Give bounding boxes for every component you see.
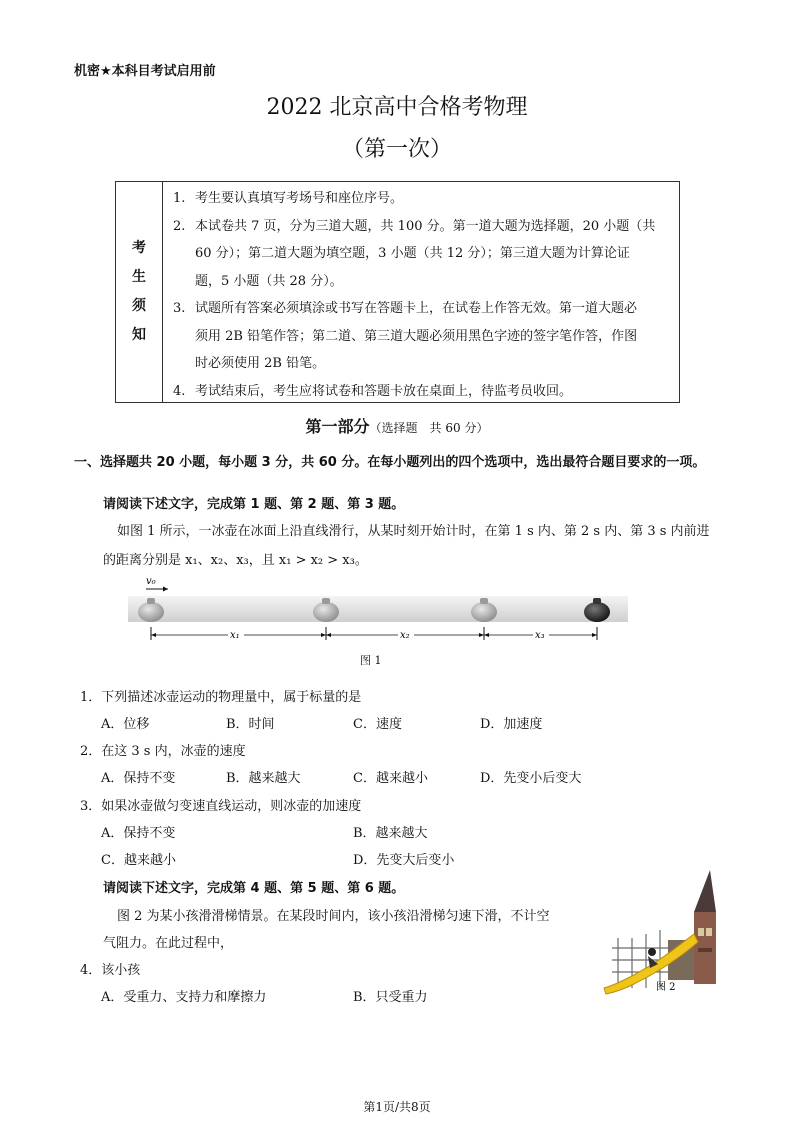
x2-span — [326, 628, 484, 641]
q4-option-a[interactable]: A．受重力、支持力和摩擦力 — [101, 990, 267, 1005]
notice-item-number: 3. — [173, 301, 186, 316]
notice-item-line: 题，5 小题（共 28 分）。 — [195, 273, 343, 289]
q1-option-b[interactable]: B．时间 — [226, 717, 275, 732]
q2-option-b[interactable]: B．越来越大 — [226, 771, 301, 786]
q1-option-c[interactable]: C．速度 — [353, 717, 402, 732]
notice-item-line: 60 分）；第二道大题为填空题，3 小题（共 12 分）；第三道大题为计算论证 — [195, 246, 630, 261]
figure-2-caption: 图 2 — [656, 982, 676, 993]
notice-item-line: 考生要认真填写考场号和座位序号。 — [195, 191, 404, 206]
velocity-arrowhead — [163, 587, 168, 592]
figure-1-caption: 图 1 — [360, 654, 382, 667]
passage-1-line-1: 如图 1 所示，一冰壶在冰面上沿直线滑行，从某时刻开始计时，在第 1 s 内、第 2 s 内、第 3 s 内前进 — [117, 524, 710, 539]
page-number: 第1页/共8页 — [363, 1100, 431, 1114]
notice-label-char: 生 — [132, 269, 146, 285]
notice-item — [173, 295, 673, 378]
notice-item — [173, 213, 673, 296]
notice-item-line: 本试卷共 7 页，分为三道大题，共 100 分。第一道大题为选择题，20 小题（共 — [195, 218, 656, 234]
figure-2-slide-illustration — [598, 868, 718, 996]
reading-prompt-1: 请阅读下述文字，完成第 1 题、第 2 题、第 3 题。 — [103, 497, 405, 512]
initial-velocity-label: v₀ — [146, 576, 156, 587]
confidential-mark: 机密★本科目考试启用前 — [74, 64, 216, 79]
child-icon — [648, 948, 656, 956]
notice-item-number: 2. — [173, 218, 186, 234]
notice-label-char: 考 — [132, 240, 146, 256]
x2-label: x₂ — [400, 630, 410, 641]
q3-option-d[interactable]: D．先变大后变小 — [353, 853, 455, 868]
q4-option-b[interactable]: B．只受重力 — [353, 990, 428, 1005]
x1-span — [151, 628, 326, 641]
x3-span — [484, 628, 597, 641]
x1-label: x₁ — [230, 630, 240, 641]
notice-label-char: 知 — [132, 327, 146, 343]
part1-instruction: 一、选择题共 20 小题，每小题 3 分，共 60 分。在每小题列出的四个选项中，选出最符合题目要求的一项。 — [74, 455, 706, 470]
reading-prompt-2: 请阅读下述文字，完成第 4 题、第 5 题、第 6 题。 — [103, 881, 405, 896]
notice-item-number: 1. — [173, 191, 186, 206]
notice-label — [116, 182, 163, 402]
section-note: （选择题 共 60 分） — [369, 421, 489, 435]
notice-item — [173, 185, 673, 213]
q2-option-a[interactable]: A．保持不变 — [101, 771, 176, 786]
question-3-stem: 3．如果冰壶做匀变速直线运动，则冰壶的加速度 — [80, 799, 362, 814]
section-title: 第一部分 — [305, 417, 370, 436]
q1-option-a[interactable]: A．位移 — [101, 717, 150, 732]
ice-surface — [128, 596, 628, 622]
question-4-stem: 4．该小孩 — [80, 963, 141, 978]
q2-option-c[interactable]: C．越来越小 — [353, 771, 428, 786]
notice-item-line: 考试结束后，考生应将试卷和答题卡放在桌面上，待监考员收回。 — [195, 383, 573, 399]
passage-2-line-2: 气阻力。在此过程中， — [103, 936, 234, 951]
page-title: 2022 北京高中合格考物理 — [266, 95, 528, 120]
passage-1-line-2: 的距离分别是 x₁、x₂、x₃，且 x₁ > x₂ > x₃。 — [103, 553, 368, 568]
q1-option-d[interactable]: D．加速度 — [480, 717, 543, 732]
figure-1-curling — [120, 572, 630, 642]
q2-option-d[interactable]: D．先变小后变大 — [480, 771, 582, 786]
notice-label-char: 须 — [132, 298, 146, 314]
question-1-stem: 1．下列描述冰壶运动的物理量中，属于标量的是 — [80, 690, 362, 705]
q3-option-c[interactable]: C．越来越小 — [101, 853, 176, 868]
tower-roof — [694, 870, 716, 912]
notice-item-line: 试题所有答案必须填涂或书写在答题卡上，在试卷上作答无效。第一道大题必 — [195, 301, 638, 316]
q3-option-a[interactable]: A．保持不变 — [101, 826, 176, 841]
x3-label: x₃ — [535, 630, 545, 641]
notice-item-line: 时必须使用 2B 铅笔。 — [195, 356, 326, 371]
notice-item — [173, 378, 673, 406]
notice-items — [173, 185, 673, 405]
passage-2-line-1: 图 2 为某小孩滑滑梯情景。在某段时间内，该小孩沿滑梯匀速下滑，不计空 — [117, 909, 550, 924]
q3-option-b[interactable]: B．越来越大 — [353, 826, 428, 841]
page-subtitle: （第一次） — [341, 137, 452, 162]
exam-notice-box — [115, 181, 680, 403]
section-heading — [0, 414, 794, 437]
notice-item-line: 须用 2B 铅笔作答；第二道、第三道大题必须用黑色字迹的签字笔作答，作图 — [195, 328, 638, 344]
notice-item-number: 4. — [173, 383, 186, 399]
question-2-stem: 2．在这 3 s 内，冰壶的速度 — [80, 744, 246, 759]
